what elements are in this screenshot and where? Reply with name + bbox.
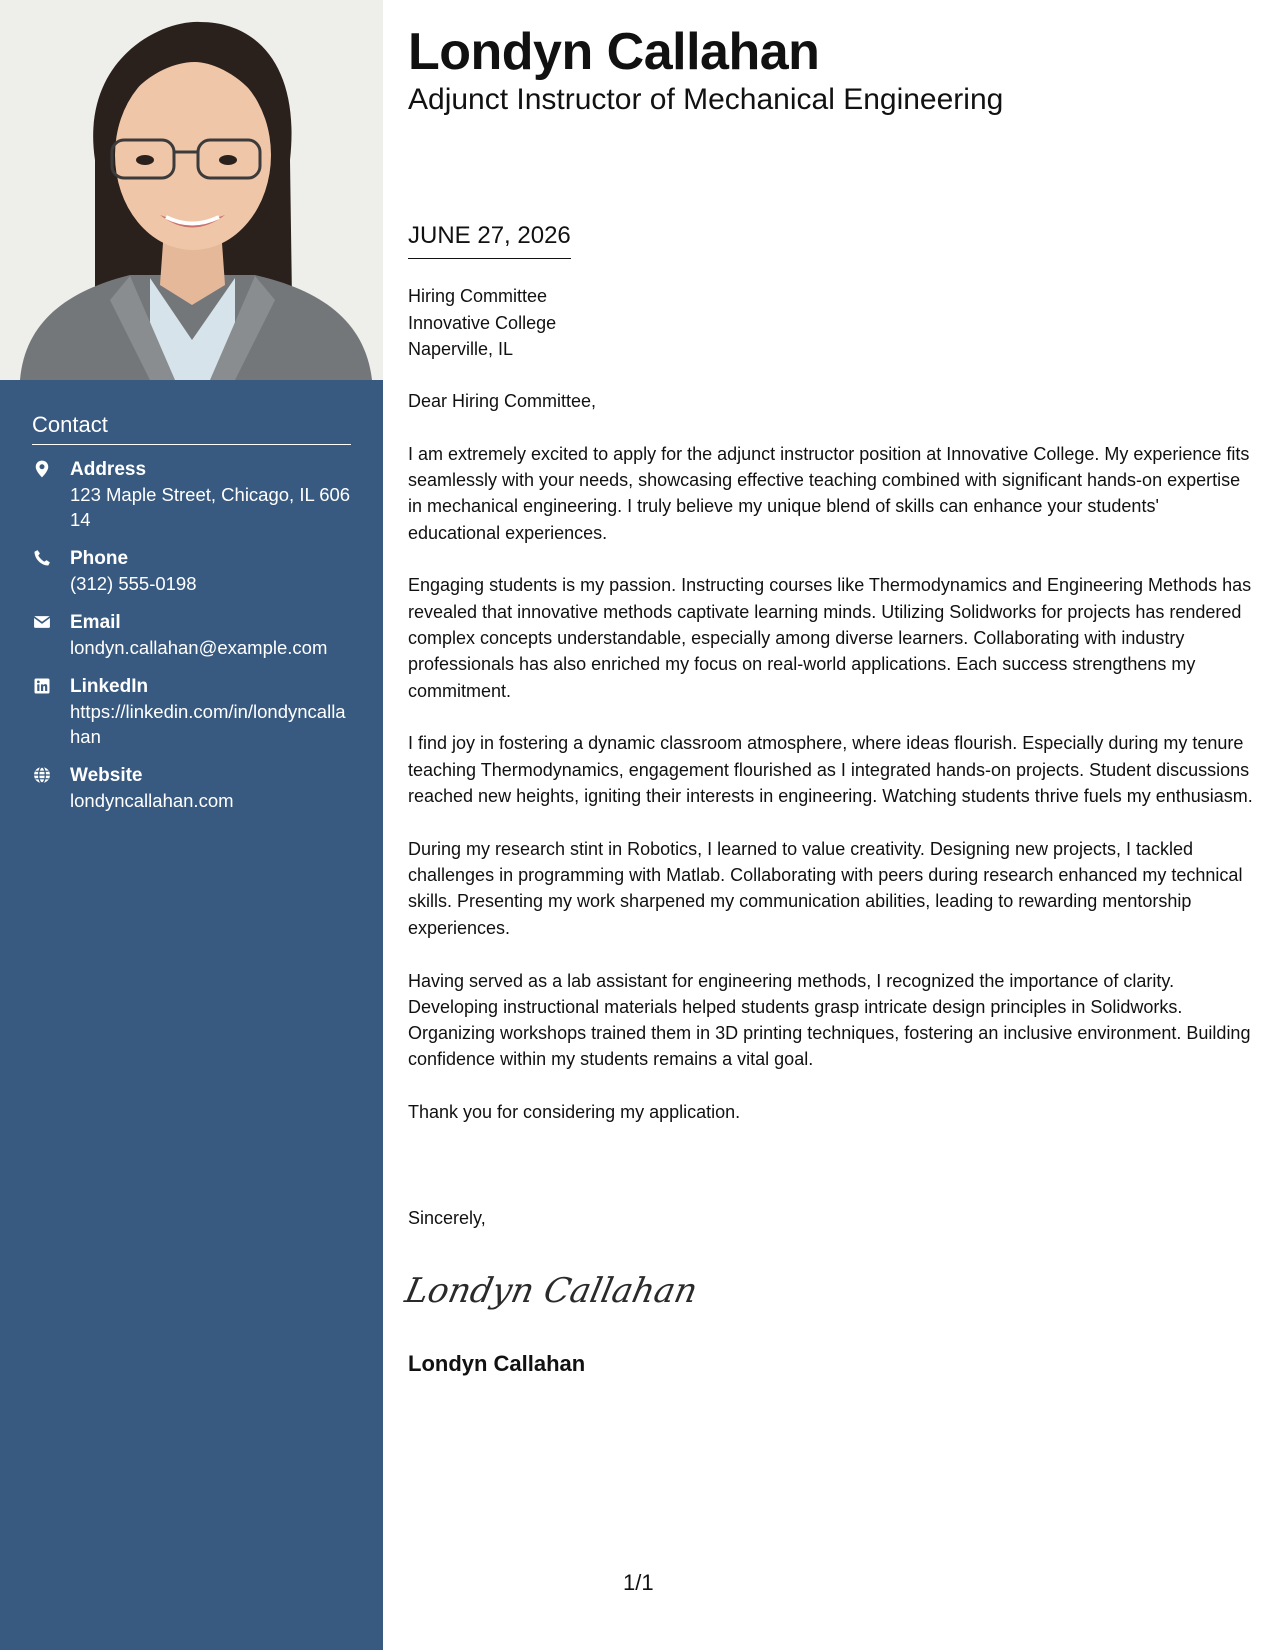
letter-date: JUNE 27, 2026	[408, 222, 571, 259]
phone-value[interactable]: (312) 555-0198	[70, 573, 197, 594]
portrait-illustration	[0, 0, 383, 380]
letter-body	[408, 388, 1253, 1152]
signed-name: Londyn Callahan	[408, 1351, 586, 1376]
closing: Sincerely,	[408, 1208, 486, 1228]
body-paragraph: I find joy in fostering a dynamic classroom atmosphere, where ideas flourish. Especially during my tenure teaching Thermodynamics, engagement flourished as I integrated hands-on projects. Student discussions reached new heights, igniting their interests in engineering. Watching students thrive fuels my enthusiasm.	[408, 733, 1253, 807]
contact-linkedin	[32, 674, 351, 749]
recipient-block	[408, 283, 556, 363]
candidate-title: Adjunct Instructor of Mechanical Engineering	[408, 83, 1004, 116]
contact-address	[32, 457, 351, 532]
linkedin-icon	[32, 674, 70, 749]
contact-phone	[32, 546, 351, 596]
contact-heading: Contact	[32, 412, 351, 445]
recipient-line: Naperville, IL	[408, 339, 514, 359]
envelope-icon	[32, 610, 70, 660]
website-label: Website	[70, 765, 143, 786]
body-paragraph: Engaging students is my passion. Instructing courses like Thermodynamics and Engineering Methods has revealed that innovative methods captivate learning minds. Utilizing Solidworks for projects has rendered complex concepts understandable, especially among diverse learners. Collaborating with industry professionals has also enriched my focus on real-world applications. Each success strengthens my commitment.	[408, 575, 1252, 701]
candidate-name: Londyn Callahan	[408, 23, 820, 81]
body-paragraph: Having served as a lab assistant for engineering methods, I recognized the importance of clarity. Developing instructional materials helped students grasp intricate design principles in Solidworks. Organizing workshops trained them in 3D printing techniques, fostering an inclusive environment. Building confidence within my students remains a vital goal.	[408, 970, 1251, 1070]
linkedin-value[interactable]: https://linkedin.com/in/londyncallahan	[70, 701, 346, 747]
phone-icon	[32, 546, 70, 596]
contact-section	[32, 412, 351, 827]
recipient-line: Innovative College	[408, 312, 557, 333]
globe-icon	[32, 763, 70, 813]
body-paragraph: Thank you for considering my application.	[408, 1102, 741, 1123]
page-number: 1/1	[623, 1570, 654, 1595]
phone-label: Phone	[70, 548, 129, 569]
signature-image	[401, 1262, 701, 1322]
svg-text:Londyn Callahan: Londyn Callahan	[401, 1271, 701, 1311]
map-pin-icon	[32, 457, 70, 532]
contact-website	[32, 763, 351, 813]
signature	[401, 1262, 701, 1327]
recipient-line: Hiring Committee	[408, 286, 548, 306]
salutation: Dear Hiring Committee,	[408, 391, 597, 411]
email-label: Email	[70, 612, 121, 633]
body-paragraph: During my research stint in Robotics, I learned to value creativity. Designing new projects, I tackled challenges in programming with Matlab. Collaborating with peers during research enhanced my technical skills. Presenting my work sharpened my communication abilities, leading to rewarding mentorship experiences.	[408, 838, 1243, 938]
address-label: Address	[70, 459, 147, 480]
profile-photo	[0, 0, 383, 380]
address-value: 123 Maple Street, Chicago, IL 60614	[70, 484, 351, 530]
linkedin-label: LinkedIn	[70, 676, 149, 697]
body-paragraph: I am extremely excited to apply for the adjunct instructor position at Innovative College. My experience fits seamlessly with your needs, showcasing effective teaching combined with significant hands-on expertise in mechanical engineering. I truly believe my unique blend of skills can enhance your students' educational experiences.	[408, 443, 1250, 543]
email-value[interactable]: londyn.callahan@example.com	[70, 637, 328, 658]
website-value[interactable]: londyncallahan.com	[70, 790, 234, 811]
sidebar	[0, 0, 383, 1650]
contact-email	[32, 610, 351, 660]
